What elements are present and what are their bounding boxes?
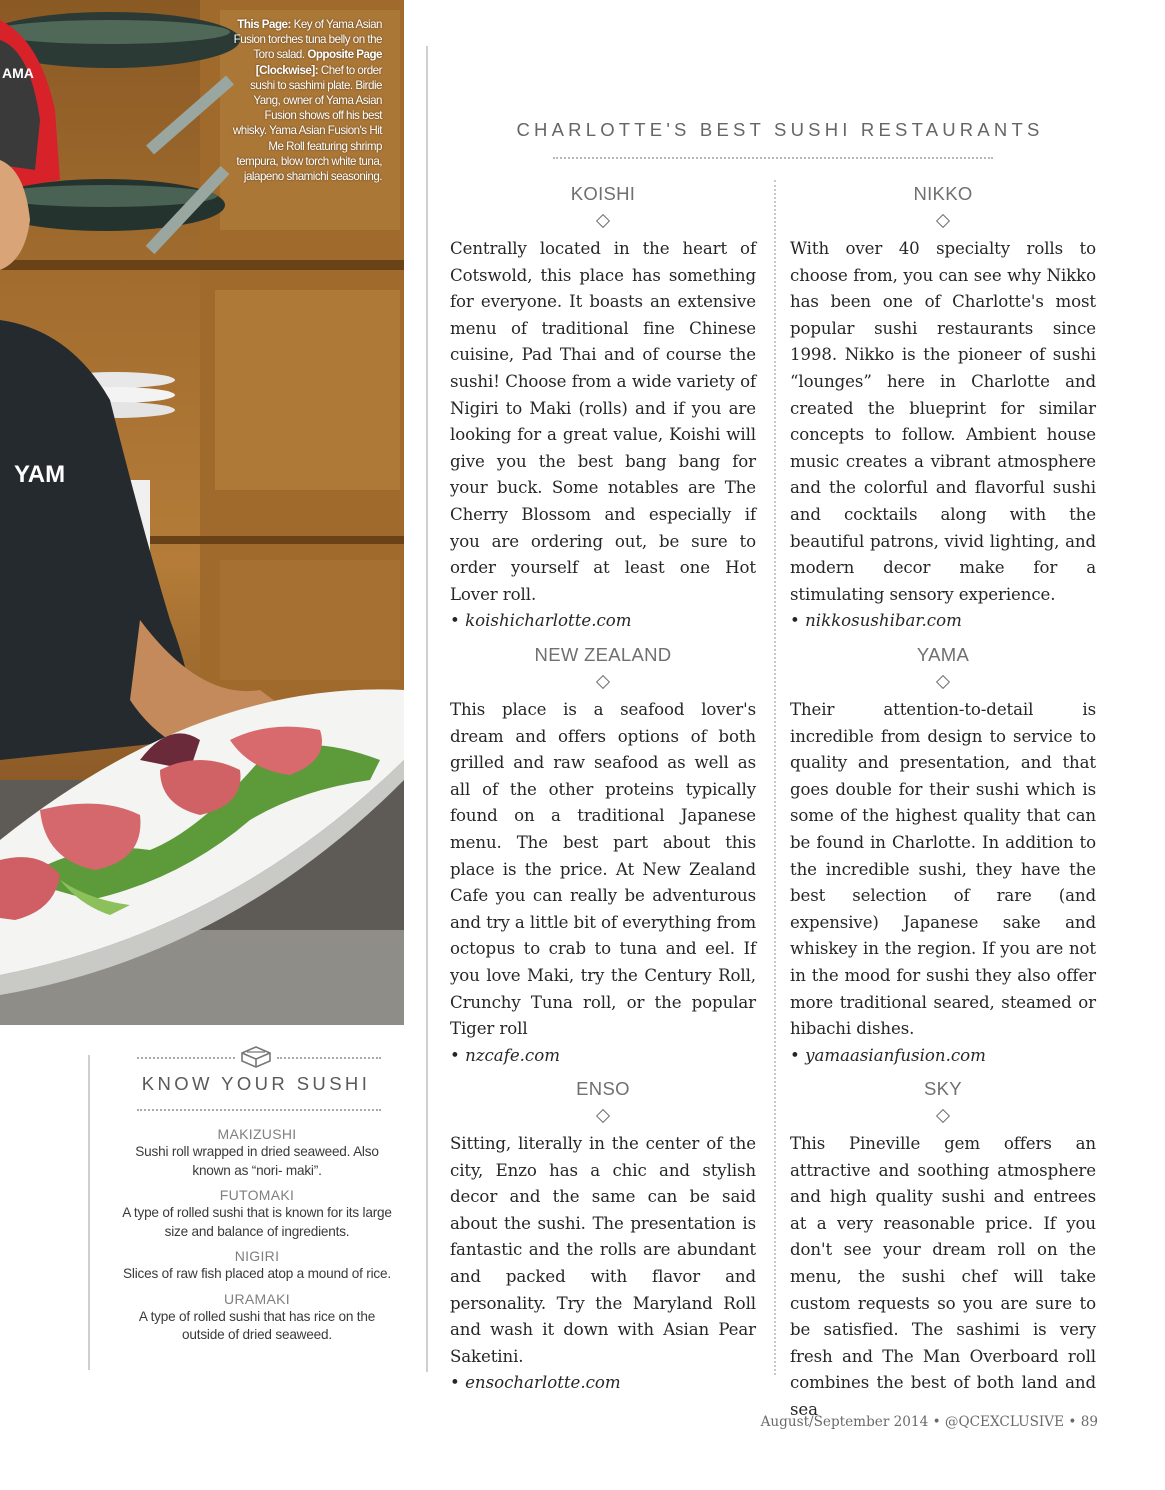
glossary-term: FUTOMAKI — [219, 1187, 295, 1203]
diamond-icon — [596, 1109, 610, 1123]
restaurant-name: NEW ZEALAND — [534, 644, 672, 665]
issue-date: August/September 2014 — [760, 1414, 929, 1430]
restaurant-url-text[interactable]: yamaasianfusion.com — [805, 1045, 986, 1065]
restaurant-url[interactable] — [450, 1043, 756, 1070]
restaurant-nikko — [790, 182, 1096, 635]
hat-logo: AMA — [2, 65, 34, 81]
restaurant-url[interactable] — [790, 1043, 1096, 1070]
glossary-definition: Sushi roll wrapped in dried seaweed. Also known as “nori- maki”. — [135, 1144, 379, 1178]
column-divider — [774, 180, 776, 1375]
social-handle: @QCEXCLUSIVE — [944, 1414, 1064, 1430]
restaurant-yama — [790, 643, 1096, 1069]
sidebar-title-divider — [137, 1109, 381, 1111]
sushi-glossary — [120, 1125, 394, 1351]
sidebar-divider-left — [137, 1057, 235, 1059]
restaurant-name: YAMA — [916, 644, 970, 665]
bullet: • — [450, 611, 460, 631]
diamond-icon — [596, 214, 610, 228]
glossary-term: MAKIZUSHI — [217, 1126, 297, 1142]
shirt-logo: YAM — [14, 461, 66, 488]
glossary-definition: Slices of raw fish placed atop a mound of rice. — [123, 1266, 391, 1281]
restaurant-name: ENSO — [576, 1078, 630, 1099]
sidebar-divider-right — [277, 1057, 381, 1059]
section-title: CHARLOTTE'S BEST SUSHI RESTAURANTS — [516, 119, 1044, 140]
main-column-rule — [426, 46, 428, 1372]
sidebar-rule — [88, 1055, 90, 1370]
restaurant-name: KOISHI — [570, 183, 636, 204]
restaurant-url[interactable] — [450, 608, 756, 635]
footer-separator: • — [1068, 1414, 1077, 1430]
restaurant-url-text[interactable]: nzcafe.com — [465, 1045, 560, 1065]
glossary-definition: A type of rolled sushi that is known for its large size and balance of ingredients. — [122, 1205, 392, 1239]
restaurant-description: This place is a seafood lover's dream and offers options of both grilled and raw seafood as well as all of the other proteins typically found on a traditional Japanese menu. The best part about this place is the price. At New Zealand Cafe you can really be adventurous and try a little bit of everything from octopus to crab to tuna and eel. If you love Maki, try the Century Roll, Crunchy Tuna roll, or the popular Tiger roll — [450, 700, 756, 1039]
footer-separator: • — [932, 1414, 941, 1430]
restaurant-description: With over 40 specialty rolls to choose from, you can see why Nikko has been one of Charlotte's most popular sushi restaurants since 1998. Nikko is the pioneer of sushi “lounges” here in Charlotte and created the blueprint for similar concepts to follow. Ambient house music creates a vibrant atmosphere and the colorful and flavorful sushi and cocktails along with the beautiful patrons, vivid lighting, and modern decor make for a stimulating sensory experience. — [790, 239, 1096, 604]
know-your-sushi-title: KNOW YOUR SUSHI — [141, 1073, 371, 1094]
caption-opposite-page-label: Opposite Page [Clockwise]: — [255, 48, 382, 77]
bullet: • — [450, 1373, 460, 1393]
restaurant-description: Centrally located in the heart of Cotswold, this place has something for everyone. It boasts an extensive menu of traditional fine Chinese cuisine, Pad Thai and of course the sushi! Choose from a wide variety of Nigiri to Maki (rolls) and if you are looking for a great value, Koishi will give you the best bang bang for your buck. Some notables are The Cherry Blossom and especially if you are ordering out, be sure to order yourself at least one Hot Lover roll. — [450, 239, 756, 604]
restaurant-description: This Pineville gem offers an attractive and soothing atmosphere and high quality sushi and entrees at a very reasonable price. If you don't see your dream roll on the menu, the sushi chef will take custom requests so you are sure to be satisfied. The sashimi is very fresh and The Man Overboard roll combines the best of both land and sea — [790, 1134, 1096, 1419]
page-footer — [761, 1414, 1098, 1430]
glossary-definition: A type of rolled sushi that has rice on the outside of dried seaweed. — [138, 1308, 376, 1342]
restaurant-url[interactable] — [790, 608, 1096, 635]
caption-this-page-label: This Page: — [237, 18, 291, 31]
bullet: • — [450, 1045, 460, 1065]
restaurant-new-zealand — [450, 643, 756, 1069]
photo-caption — [232, 17, 382, 184]
restaurant-url[interactable] — [450, 1370, 756, 1397]
restaurant-description: Sitting, literally in the center of the city, Enzo has a chic and stylish decor and the same can be said about the sushi. The presentation is fantastic and the rolls are abundant and packed with flavor and personality. Try the Maryland Roll and wash it down with Asian Pear Saketini. — [450, 1134, 756, 1366]
restaurant-url-text[interactable]: nikkosushibar.com — [805, 611, 962, 631]
caption-this-page-text: Key of Yama Asian Fusion torches tuna belly on the Toro salad. — [233, 18, 382, 62]
diamond-icon — [936, 1109, 950, 1123]
restaurant-url-text[interactable]: ensocharlotte.com — [465, 1373, 621, 1393]
caption-opposite-page-text: Chef to order sushi to sashimi plate. Birdie Yang, owner of Yama Asian Fusion shows off his best whisky. Yama Asian Fusion's Hit Me Roll featuring shrimp tempura, blow torch white tuna, jalapeno shamichi seasoning. — [232, 63, 382, 184]
diamond-icon — [936, 675, 950, 689]
diamond-icon — [596, 675, 610, 689]
glossary-term: URAMAKI — [224, 1290, 290, 1307]
feature-photo — [0, 0, 404, 1025]
diamond-icon — [936, 214, 950, 228]
sushi-icon — [239, 1044, 273, 1070]
glossary-term: NIGIRI — [234, 1248, 280, 1264]
section-title-divider — [553, 157, 993, 159]
restaurant-name: NIKKO — [913, 183, 973, 204]
restaurant-koishi — [450, 182, 756, 635]
restaurant-description: Their attention-to-detail is incredible from design to service to quality and presentation, and that goes double for their sushi which is some of the highest quality that can be found in Charlotte. In addition to the incredible sushi, they have the best selection of rare (and expensive) Japanese sake and whiskey in the region. If you are not in the mood for sushi they also offer more traditional seared, steamed or hibachi dishes. — [790, 700, 1096, 1039]
bullet: • — [790, 611, 800, 631]
restaurant-sky — [790, 1077, 1096, 1424]
restaurant-enso — [450, 1077, 756, 1397]
bullet: • — [790, 1045, 800, 1065]
restaurant-url-text[interactable]: koishicharlotte.com — [465, 611, 632, 631]
restaurant-name: SKY — [924, 1078, 962, 1099]
page-number: 89 — [1080, 1414, 1098, 1430]
